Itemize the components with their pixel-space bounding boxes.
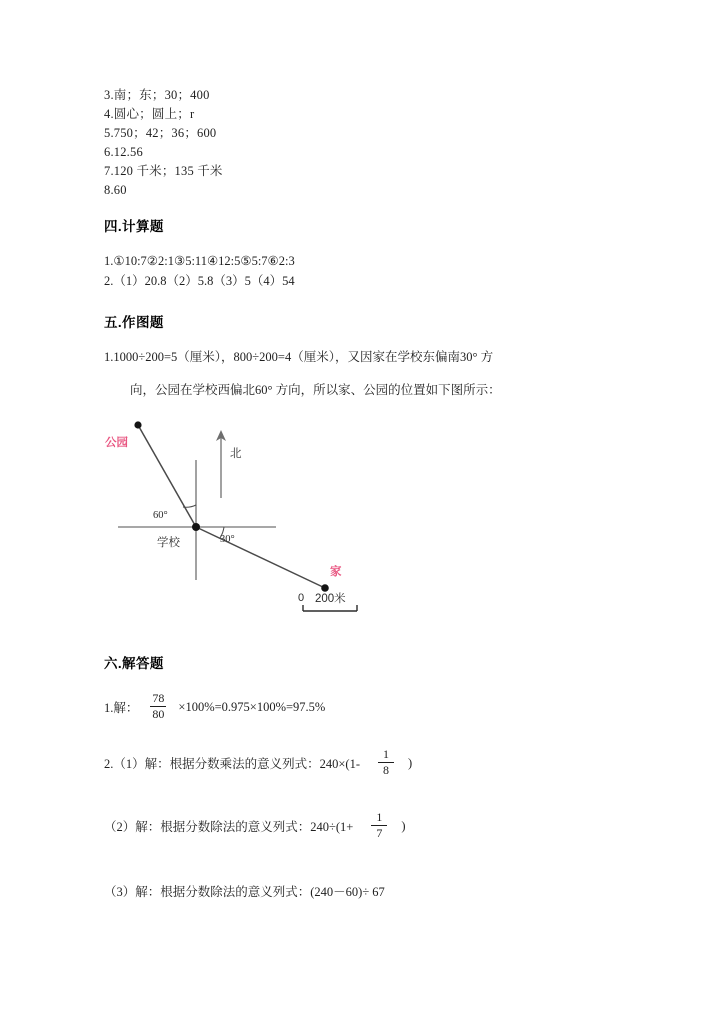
fraction-denominator: 8 — [383, 762, 390, 777]
answer-line: 5.750；42；36；600 — [104, 126, 217, 140]
fraction-denominator: 80 — [152, 706, 165, 721]
answer-line: 4.圆心；圆上；r — [104, 107, 195, 121]
solving-item-2-3 — [104, 882, 385, 900]
solving-item-2-1-suffix: ) — [408, 755, 413, 770]
diagram-angle-label-30: 30° — [220, 534, 235, 545]
diagram-label-school: 学校 — [157, 537, 180, 549]
point-park — [134, 421, 141, 428]
solving-item-2-2-prefix: （2）解：根据分数除法的意义列式：240÷(1+ — [104, 820, 354, 835]
diagram-canvas — [100, 412, 400, 627]
drawing-paragraph-line-2: 向，公园在学校西偏北60° 方向，所以家、公园的位置如下图所示： — [130, 383, 501, 397]
solving-item-2-3-text: （3）解：根据分数除法的意义列式：(240－60)÷ 67 — [104, 885, 385, 899]
drawing-paragraph — [104, 341, 644, 407]
calculation-item-1: 1.①10:7②2:1③5:11④12:5⑤5:7⑥2:3 — [104, 254, 295, 268]
diagram-label-home: 家 — [330, 566, 342, 578]
drawing-paragraph-line-1: 1.1000÷200=5（厘米），800÷200=4（厘米），又因家在学校东偏南30° 方 — [104, 350, 494, 364]
diagram-scale-value: 200米 — [315, 593, 346, 605]
fraction-numerator: 78 — [152, 691, 165, 705]
answer-line: 8.60 — [104, 183, 127, 197]
answer-line: 7.120 千米；135 千米 — [104, 164, 223, 178]
answer-line: 6.12.56 — [104, 145, 143, 159]
solving-item-2-1-prefix: 2.（1）解：根据分数乘法的意义列式：240×(1- — [104, 757, 361, 772]
section-heading-drawing: 五.作图题 — [104, 315, 164, 330]
answer-line: 3.南；东；30；400 — [104, 88, 210, 102]
direction-diagram — [100, 412, 400, 627]
fraction-1-8 — [378, 748, 394, 776]
solving-item-2-1 — [104, 749, 412, 777]
diagram-label-north: 北 — [230, 448, 242, 460]
fraction-numerator: 1 — [383, 747, 390, 761]
calculation-item-2: 2.（1）20.8（2）5.8（3）5（4）54 — [104, 274, 295, 288]
section-heading-calculation: 四.计算题 — [104, 219, 164, 234]
section-heading-solving: 六.解答题 — [104, 656, 164, 671]
fraction-1-7 — [371, 811, 387, 839]
ray-to-home — [196, 527, 325, 588]
diagram-angle-label-60: 60° — [153, 510, 168, 521]
fraction-78-80 — [150, 692, 166, 720]
diagram-label-park: 公园 — [105, 437, 128, 449]
point-school — [192, 523, 200, 531]
answer-key-list — [104, 86, 644, 200]
solving-item-2-2-suffix: ) — [401, 818, 406, 833]
fraction-numerator: 1 — [376, 810, 383, 824]
solving-item-1-suffix: ×100%=0.975×100%=97.5% — [178, 699, 326, 714]
fraction-denominator: 7 — [376, 825, 383, 840]
solving-item-2-2 — [104, 812, 406, 840]
solving-item-1-prefix: 1.解： — [104, 701, 139, 716]
solving-item-1 — [104, 693, 325, 721]
diagram-scale-zero: 0 — [298, 592, 305, 604]
